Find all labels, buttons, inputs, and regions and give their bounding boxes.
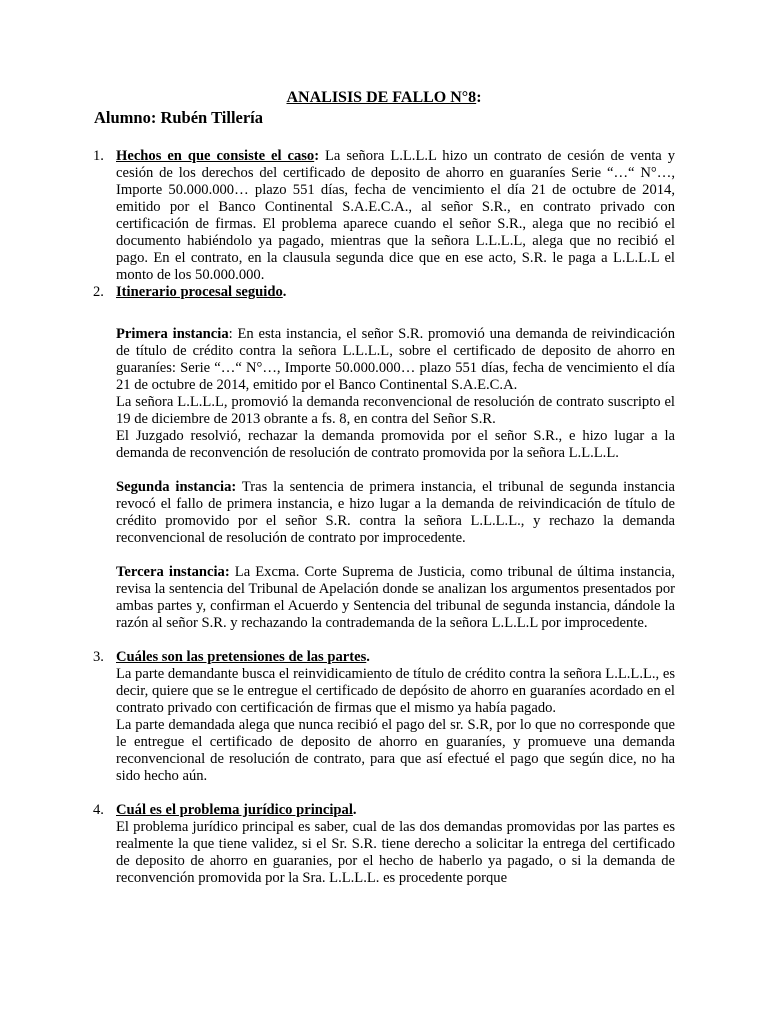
- instance-paragraph: [116, 326, 675, 394]
- section-3-heading-line: [116, 649, 675, 666]
- section-number: 2.: [93, 284, 104, 300]
- instance-paragraph: La señora L.L.L.L, promovió la demanda reconvencional de resolución de contrato suscripto el 19 de diciembre de 2013 obrante a fs. 8, en contra del Señor S.R.: [116, 394, 675, 427]
- section-paragraph: La parte demandada alega que nunca recibió el pago del sr. S.R, por lo que no corresponde que le entregue el certificado de deposito de ahorro en guaraníes, y promueve una demanda reconvencional de resolución de contrato, para que así efectué el pago que según dice, no ha sido hecho aún.: [116, 717, 675, 784]
- heading-suffix: .: [282, 284, 287, 300]
- heading-suffix: .: [352, 802, 357, 818]
- instance-text: La Excma. Corte Suprema de Justicia, como tribunal de última instancia, revisa la sentencia del Tribunal de Apelación donde se analizan los argumentos presentados por ambas partes y, confirman el Acuerdo y Sentencia del tribunal de segunda instancia, dándole la razón al señor S.R. y rechazando la contrademanda de la señora L.L.L.L por improcedente.: [116, 564, 675, 631]
- section-paragraph: La parte demandante busca el reinvidicamiento de título de crédito contra la señora L.L.L.L., es decir, quiere que se le entregue el certificado de depósito de ahorro en guaraníes acordado en el contrato privado con certificación de firmas que el mismo ya había pagado.: [116, 666, 675, 716]
- section-heading: Hechos en que consiste el caso: [116, 148, 315, 164]
- instance-label: Tercera instancia:: [116, 564, 230, 580]
- section-4-heading-line: [116, 802, 675, 819]
- section-1: [93, 148, 675, 284]
- instance-paragraph: [116, 564, 675, 632]
- section-3: [93, 649, 675, 785]
- document-body: [93, 148, 675, 887]
- instance-label: Segunda instancia:: [116, 479, 237, 495]
- heading-suffix: .: [366, 649, 370, 665]
- section-2-heading-line: [116, 284, 675, 301]
- instance-text: Tras la sentencia de primera instancia, el tribunal de segunda instancia revocó el fallo de primera instancia, e hizo lugar a la demanda de reivindicación de título de crédito promovido por el señor S.R. contra la señora L.L.L.L., y rechazo la demanda reconvencional de resolución de contrato por improcedente.: [116, 479, 675, 546]
- section-text: La señora L.L.L.L hizo un contrato de cesión de venta y cesión de los derechos del certificado de deposito de ahorro en guaraníes Serie “…“ N°…, Importe 50.000.000… plazo 551 días, fecha de vencimiento el día 21 de octubre de 2014, emitido por el Banco Continental S.A.E.C.A., al señor S.R., en contrato privado con certificación de firmas. El problema aparece cuando el señor S.R., alega que no recibió el documento habiéndolo ya pagado, mientras que la señora L.L.L.L, alega que no recibió el pago. En el contrato, en la clausula segunda dice que en ese acto, S.R. le paga a L.L.L.L el monto de los 50.000.000.: [116, 148, 675, 283]
- section-heading: Cuál es el problema jurídico principal: [116, 802, 353, 818]
- section-heading: Cuáles son las pretensiones de las partes: [116, 649, 367, 665]
- instance-tercera: [116, 564, 675, 632]
- section-number: 3.: [93, 649, 104, 665]
- section-heading: Itinerario procesal seguido: [116, 284, 283, 300]
- instance-paragraph: El Juzgado resolvió, rechazar la demanda promovida por el señor S.R., e hizo lugar a la demanda de reconvención de resolución de contrato promovida por la señora L.L.L.L.: [116, 428, 675, 461]
- section-paragraph: El problema jurídico principal es saber, cual de las dos demandas promovidas por las partes es realmente la que tiene validez, si el Sr. S.R. tiene derecho a solicitar la entrega del certificado de deposito de ahorro en guaranies, por el hecho de haberlo ya pagado, o si la demanda de reconvención promovida por la Sra. L.L.L.L. es procedente porque: [116, 819, 675, 886]
- instance-segunda: [116, 479, 675, 547]
- section-4: [93, 802, 675, 887]
- heading-suffix: :: [314, 148, 320, 164]
- instance-label-suffix: :: [228, 326, 233, 342]
- document-title: [0, 88, 768, 107]
- instance-paragraph: [116, 479, 675, 547]
- instance-label: Primera instancia: [116, 326, 229, 342]
- section-2: [93, 284, 675, 632]
- section-number: 4.: [93, 802, 104, 818]
- instance-primera: [116, 326, 675, 462]
- section-number: 1.: [93, 148, 104, 164]
- section-1-paragraph: [116, 148, 675, 284]
- student-name: Alumno: Rubén Tillería: [94, 108, 264, 127]
- title-suffix: :: [476, 89, 482, 106]
- title-main: ANALISIS DE FALLO N°8: [286, 89, 477, 106]
- instance-text: En esta instancia, el señor S.R. promovió una demanda de reivindicación de título de crédito contra la señora L.L.L.L, sobre el certificado de deposito de ahorro en guaraníes: Serie “…“ N°…, Importe 50.000.000… plazo 551 días, fecha de vencimiento el día 21 de octubre de 2014, emitido por el Banco Continental S.A.E.C.A.: [116, 326, 675, 393]
